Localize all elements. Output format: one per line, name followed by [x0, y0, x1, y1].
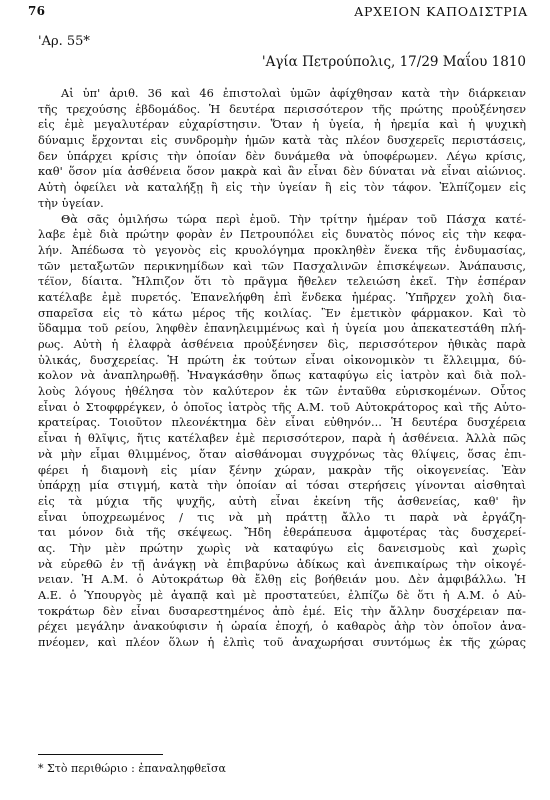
- dateline: 'Αγία Πετρούπολις, 17/29 Μαΐου 1810: [261, 54, 526, 70]
- text-line: κατέλαβε ἐμὲ πυρετός. Ἐπανελήφθη ἐπὶ ἕνδεκα ἡμέρας. Ὑπῆρχεν χολὴ δια-: [38, 289, 526, 304]
- text-line: λήν. Ἀπέδωσα τὸ γεγονὸς εἰς κρυολόγημα προκληθὲν ἕνεκα τῆς ἐνδυμασίας,: [38, 242, 526, 257]
- footnote-divider: [38, 754, 163, 755]
- letter-number: 'Αρ. 55*: [38, 34, 90, 49]
- text-line: λοὺς λόγους ἠθέλησα τὸν καλύτερον ἐκ τῶν ἐνταῦθα εὑρισκομένων. Οὗτος: [38, 384, 526, 399]
- footnote: * Στὸ περιθώριο : ἐπαναληφθεῖσα: [38, 762, 226, 775]
- text-line: νὰ μὴν εἶμαι θλιμμένος, ὅταν αἰσθάνομαι συγχρόνως τὰς θλίψεις, ὅσας ἐπι-: [38, 446, 526, 461]
- text-line: φέρει ἡ διαμονὴ εἰς μίαν ξένην χώραν, μακρὰν τῆς οἰκογενείας. Ἐὰν: [38, 462, 526, 477]
- text-line: δεν ὑπάρχει κρίσις τὴν ὁποίαν δὲν δυνάμεθα νὰ ὑποφέρωμεν. Λέγω κρίσις,: [38, 148, 526, 163]
- text-line: ὑπάρχῃ μία στιγμή, κατὰ τὴν ὁποίαν αἱ τόσαι στερήσεις γίνονται αἰσθηταὶ: [38, 478, 526, 493]
- text-line: νὰ εὑρεθῶ ἐν τῇ ἀνάγκῃ νὰ ἐπιβαρύνω ἀδίκως καὶ ἀνεπικαίρως τὴν οἰκογέ-: [38, 556, 526, 571]
- text-line: Α.Ε. ὁ Ὑπουργὸς μὲ ἀγαπᾷ καὶ μὲ προστατεύει, ἐλπίζω δὲ ὅτι ἡ Α.Μ. ὁ Αὐ-: [38, 588, 526, 602]
- text-line: Αἱ ὑπ' ἀριθ. 36 καὶ 46 ἐπιστολαὶ ὑμῶν ἀφίχθησαν κατὰ τὴν διάρκειαν: [61, 86, 526, 100]
- text-line: καθ' ὅσον μία ἀσθένεια ὅσον μακρὰ καὶ ἂν εἶναι δὲν δύναται νὰ εἶναι αἰώνιος.: [38, 164, 526, 179]
- text-line: τὴν ὑγείαν.: [38, 195, 104, 210]
- text-line: λαβε ἐμὲ διὰ πρώτην φορὰν ἐν Πετρουπόλει εἰς δυνατὸς πόνος εἰς τὴν κεφα-: [38, 227, 526, 242]
- text-line: Αὐτὴ ὀφείλει νὰ καταλήξῃ ἢ εἰς τὴν ὑγείαν ἢ εἰς τὸν τάφον. Ἐλπίζομεν εἰς: [38, 180, 526, 195]
- text-line: εἶναι ὁ Στοφφρέγκεν, ὁ ὁποῖος ἰατρὸς τῆς Α.Μ. τοῦ Αὐτοκράτορος καὶ τῆς Αὐτο-: [38, 399, 526, 414]
- text-line: κολον νὰ ἀναπληρωθῇ. Ἠναγκάσθην ὅπως καταφύγω εἰς ἰατρὸν καὶ διὰ πολ-: [38, 368, 526, 383]
- text-line: εἰς τὰ μύχια τῆς ψυχῆς, αὐτὴ εἶναι ἐκείνη τῆς ἀσθενείας, καθ' ἣν: [38, 493, 526, 508]
- text-line: εἰς ἐμὲ μεγαλυτέραν εὐχαρίστησιν. Ὅταν ἡ ὑγεία, ἡ ἠρεμία καὶ ἡ ψυχικὴ: [38, 117, 526, 132]
- text-line: τῶν μεταξωτῶν περικνημίδων καὶ τῶν Πασχαλινῶν ἐπισκέψεων. Ἀνάπαυσις,: [38, 258, 526, 273]
- text-line: ρέχει μεγάλην ἀνακούφισιν ἡ ὡραία ἐποχή, ὁ καθαρὸς ἀὴρ τὸν ὁποῖον ἀνα-: [38, 619, 526, 634]
- page-number: 76: [28, 4, 46, 18]
- text-line: σπαρεῖσα εἰς τὸ κάτω μέρος τῆς κοιλίας. Ἓν ἐμετικὸν φάρμακον. Καὶ τὸ: [38, 305, 526, 320]
- text-line: ται μόνον διὰ τῆς σκέψεως. Ἤδη ἐθεράπευσα ἀμφοτέρας τὰς δυσχερεί-: [38, 525, 526, 540]
- text-line: νειαν. Ἡ Α.Μ. ὁ Αὐτοκράτωρ θὰ ἔλθῃ εἰς βοήθειάν μου. Δὲν ἀμφιβάλλω. Ἡ: [38, 572, 526, 587]
- text-line: Θὰ σᾶς ὁμιλήσω τώρα περὶ ἐμοῦ. Τὴν τρίτην ἡμέραν τοῦ Πάσχα κατέ-: [61, 211, 526, 226]
- page-header: [28, 4, 528, 24]
- running-head: ΑΡΧΕΙΟΝ ΚΑΠΟΔΙΣΤΡΙΑ: [354, 4, 528, 19]
- text-line: ὕδαμμα τοῦ ρείου, ληφθὲν ἐπανηλειμμένως καὶ ἡ ὑγεία μου ἀπεκατεστάθη πλή-: [38, 321, 526, 336]
- text-line: ρως. Αὐτὴ ἡ ἐλαφρὰ ἀσθένεια προὐξένησεν δὶς, περισσότερον ἠθικὰς παρὰ: [38, 337, 526, 351]
- text-line: κρατείρας. Τοιοῦτον πλεονέκτημα δὲν εἶναι εὐθηνόν... Ἡ δευτέρα δυσχέρεια: [38, 415, 526, 430]
- text-line: τοκράτωρ δὲν εἶναι δυσαρεστημένος ἀπὸ ἐμέ. Εἰς τὴν ἄλλην δυσχέρειαν πα-: [38, 603, 526, 618]
- text-line: εἶναι ἡ θλῖψις, ἥτις κατέλαβεν ἐμὲ περισσότερον, παρὰ ἡ ἀσθένεια. Ἀλλὰ πῶς: [38, 431, 526, 446]
- text-line: εἶναι ὑποχρεωμένος / τις νὰ μὴ πράττῃ ἄλλο τι παρὰ νὰ ἐργάζη-: [38, 509, 526, 524]
- text-line: ὑλικάς, δυσχερείας. Ἡ πρώτη ἐκ τούτων εἶναι οἰκονομικὸν τι ἔλλειμμα, δύ-: [38, 352, 526, 367]
- letter-body: [38, 86, 526, 651]
- text-line: τέϊον, δίαιτα. Ἤλπιζον ὅτι τὸ πρᾶγμα ἤθελεν τελειώση ἐκεῖ. Τὴν ἑσπέραν: [38, 274, 526, 289]
- text-line: πνέομεν, καὶ πλέον ὅλων ἡ ἐλπὶς τοῦ ἀναχωρήσαι συντόμως ἐκ τῆς χώρας: [38, 635, 526, 650]
- text-line: τῆς τρεχούσης ἑβδομάδος. Ἡ δευτέρα περισσότερον τῆς πρώτης προὐξένησεν: [38, 101, 526, 116]
- text-line: δύναμις ἔρχονται εἰς συνδρομὴν ἡμῶν κατὰ τὰς πλέον δυσχερεῖς περιστάσεις,: [38, 133, 526, 148]
- text-line: ας. Τὴν μὲν πρώτην χωρὶς νὰ καταφύγω εἰς δανεισμοὺς καὶ χωρὶς: [38, 540, 526, 555]
